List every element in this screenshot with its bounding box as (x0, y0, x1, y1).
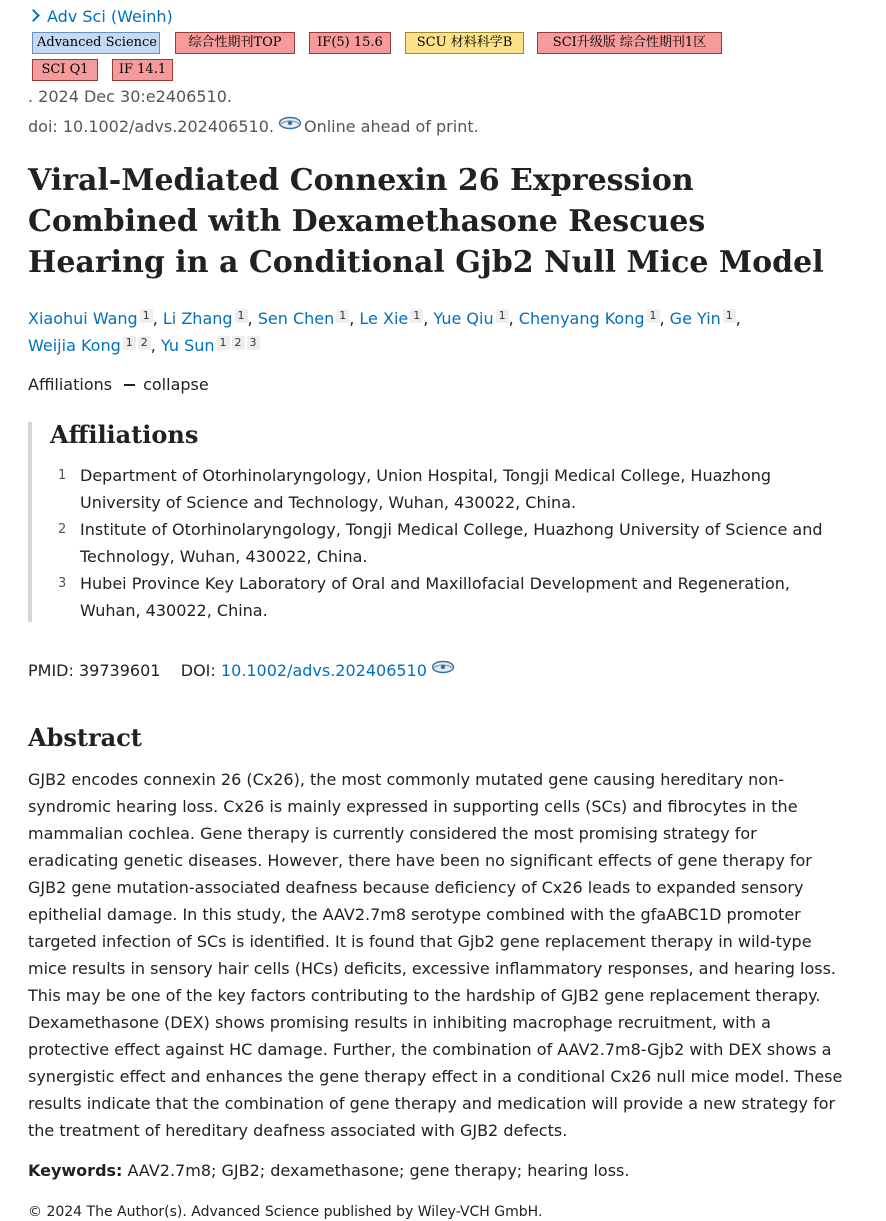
badge-sci-q1: SCI Q1 (32, 59, 98, 81)
affiliation-ref[interactable]: 2 (138, 336, 151, 350)
keywords-label: Keywords: (28, 1161, 123, 1180)
affiliation-ref[interactable]: 3 (247, 336, 260, 350)
journal-label: Adv Sci (Weinh) (47, 7, 173, 26)
affiliation-ref[interactable]: 1 (140, 309, 153, 323)
doi-link[interactable]: 10.1002/advs.202406510 (220, 661, 427, 680)
abstract-text: GJB2 encodes connexin 26 (Cx26), the most commonly mutated gene causing hereditary non-syndromic hearing loss. Cx26 is mainly expressed in supporting cells (SCs) and fibrocytes in the mammalian cochlea. Gene therapy is currently considered the most promising strategy for eradicating genetic diseases. However, there have been no significant effects of gene therapy for GJB2 gene mutation-associated deafness because deficiency of Cx26 leads to expanded sensory epithelial damage. In this study, the AAV2.7m8 serotype combined with the gfaABC1D promoter targeted infection of SCs is identified. It is found that Gjb2 gene replacement therapy in wild-type mice results in sensory hair cells (HCs) deficits, excessive inflammatory responses, and hearing loss. This may be one of the key factors contributing to the hardship of GJB2 gene replacement therapy. Dexamethasone (DEX) shows promising results in inhibiting macrophage recruitment, with a protective effect against HC damage. Further, the combination of AAV2.7m8-Gjb2 with DEX shows a synergistic effect and enhances the gene therapy effect in a conditional Cx26 null mice model. These results indicate that the combination of gene therapy and medication will provide a new strategy for the treatment of hereditary deafness associated with GJB2 defects. (28, 770, 843, 1140)
affiliations-panel (28, 422, 862, 622)
affiliation-ref[interactable]: 1 (123, 336, 136, 350)
affiliation-item (58, 462, 838, 516)
doi-label: DOI: (180, 661, 216, 680)
author-link[interactable]: Sen Chen (257, 309, 335, 328)
author (359, 309, 423, 328)
affiliation-ref[interactable]: 1 (723, 309, 736, 323)
identifiers (28, 661, 457, 681)
citation-doi-line (28, 117, 479, 137)
badge-scu: SCU 材料科学B (405, 32, 524, 54)
affiliations-toggle[interactable] (28, 375, 209, 395)
pmid-label: PMID: (28, 661, 74, 680)
affiliation-item (58, 570, 838, 624)
author (161, 336, 260, 355)
affiliation-ref[interactable]: 1 (336, 309, 349, 323)
affiliations-heading: Affiliations (50, 420, 199, 449)
keywords-text: AAV2.7m8; GJB2; dexamethasone; gene therapy; hearing loss. (127, 1161, 630, 1180)
author-link[interactable]: Weijia Kong (28, 336, 121, 355)
affiliations-list (58, 462, 838, 624)
affiliation-text: Institute of Otorhinolaryngology, Tongji Medical College, Huazhong University of Science and Technology, Wuhan, 430022, China. (80, 520, 823, 566)
badge-top-journal: 综合性期刊TOP (175, 32, 295, 54)
citation-status: Online ahead of print. (303, 117, 479, 136)
chevron-right-icon (27, 9, 40, 22)
affiliation-text: Department of Otorhinolaryngology, Union Hospital, Tongji Medical College, Huazhong University of Science and Technology, Wuhan, 430022, China. (80, 466, 772, 512)
author (258, 309, 350, 328)
full-text-link-icon[interactable] (431, 660, 455, 674)
copyright-notice: © 2024 The Author(s). Advanced Science published by Wiley-VCH GmbH. (28, 1204, 543, 1220)
author-list: Xiaohui Wang 1 , Li Zhang 1 , Sen Chen 1 , Le Xie 1 , Yue Qiu 1 , Chenyang Kong 1 , Ge Yin 1 , Weijia Kong 1 2 , Yu Sun 1 2 3 (28, 309, 741, 355)
pmid-value: 39739601 (78, 661, 161, 680)
abstract-heading: Abstract (28, 723, 142, 752)
badge-if: IF 14.1 (112, 59, 173, 81)
full-text-link-icon[interactable] (278, 116, 302, 130)
author (163, 309, 248, 328)
collapse-link[interactable]: collapse (143, 375, 209, 394)
author (670, 309, 736, 328)
affiliation-ref[interactable]: 1 (217, 336, 230, 350)
author (433, 309, 508, 328)
citation-doi: doi: 10.1002/advs.202406510. (28, 117, 274, 136)
author-link[interactable]: Yue Qiu (433, 309, 494, 328)
affiliation-number: 3 (58, 576, 67, 591)
author-link[interactable]: Chenyang Kong (518, 309, 645, 328)
article-title: Viral-Mediated Connexin 26 Expression Combined with Dexamethasone Rescues Hearing in a Conditional Gjb2 Null Mice Model (28, 163, 824, 280)
badge-if5: IF(5) 15.6 (309, 32, 391, 54)
minus-icon (124, 384, 135, 386)
badge-journal-name: Advanced Science (32, 32, 160, 54)
keywords (28, 1161, 629, 1181)
affiliation-number: 1 (58, 468, 67, 483)
badge-sci-upgrade: SCI升级版 综合性期刊1区 (537, 32, 722, 54)
journal-link[interactable] (28, 7, 173, 27)
affiliations-toggle-label: Affiliations (28, 375, 113, 394)
author-link[interactable]: Ge Yin (669, 309, 721, 328)
affiliation-item (58, 516, 838, 570)
affiliation-text: Hubei Province Key Laboratory of Oral and Maxillofacial Development and Regeneration, Wuhan, 430022, China. (80, 574, 790, 620)
affiliation-ref[interactable]: 1 (496, 309, 509, 323)
author (28, 309, 153, 328)
author (28, 336, 151, 355)
author-link[interactable]: Le Xie (359, 309, 409, 328)
affiliation-number: 2 (58, 522, 67, 537)
affiliation-ref[interactable]: 2 (232, 336, 245, 350)
affiliation-ref[interactable]: 1 (647, 309, 660, 323)
author-link[interactable]: Li Zhang (162, 309, 233, 328)
citation-date: . 2024 Dec 30:e2406510. (28, 87, 232, 106)
author-link[interactable]: Yu Sun (160, 336, 215, 355)
affiliation-ref[interactable]: 1 (410, 309, 423, 323)
author-link[interactable]: Xiaohui Wang (28, 309, 138, 328)
author (519, 309, 660, 328)
affiliation-ref[interactable]: 1 (235, 309, 248, 323)
